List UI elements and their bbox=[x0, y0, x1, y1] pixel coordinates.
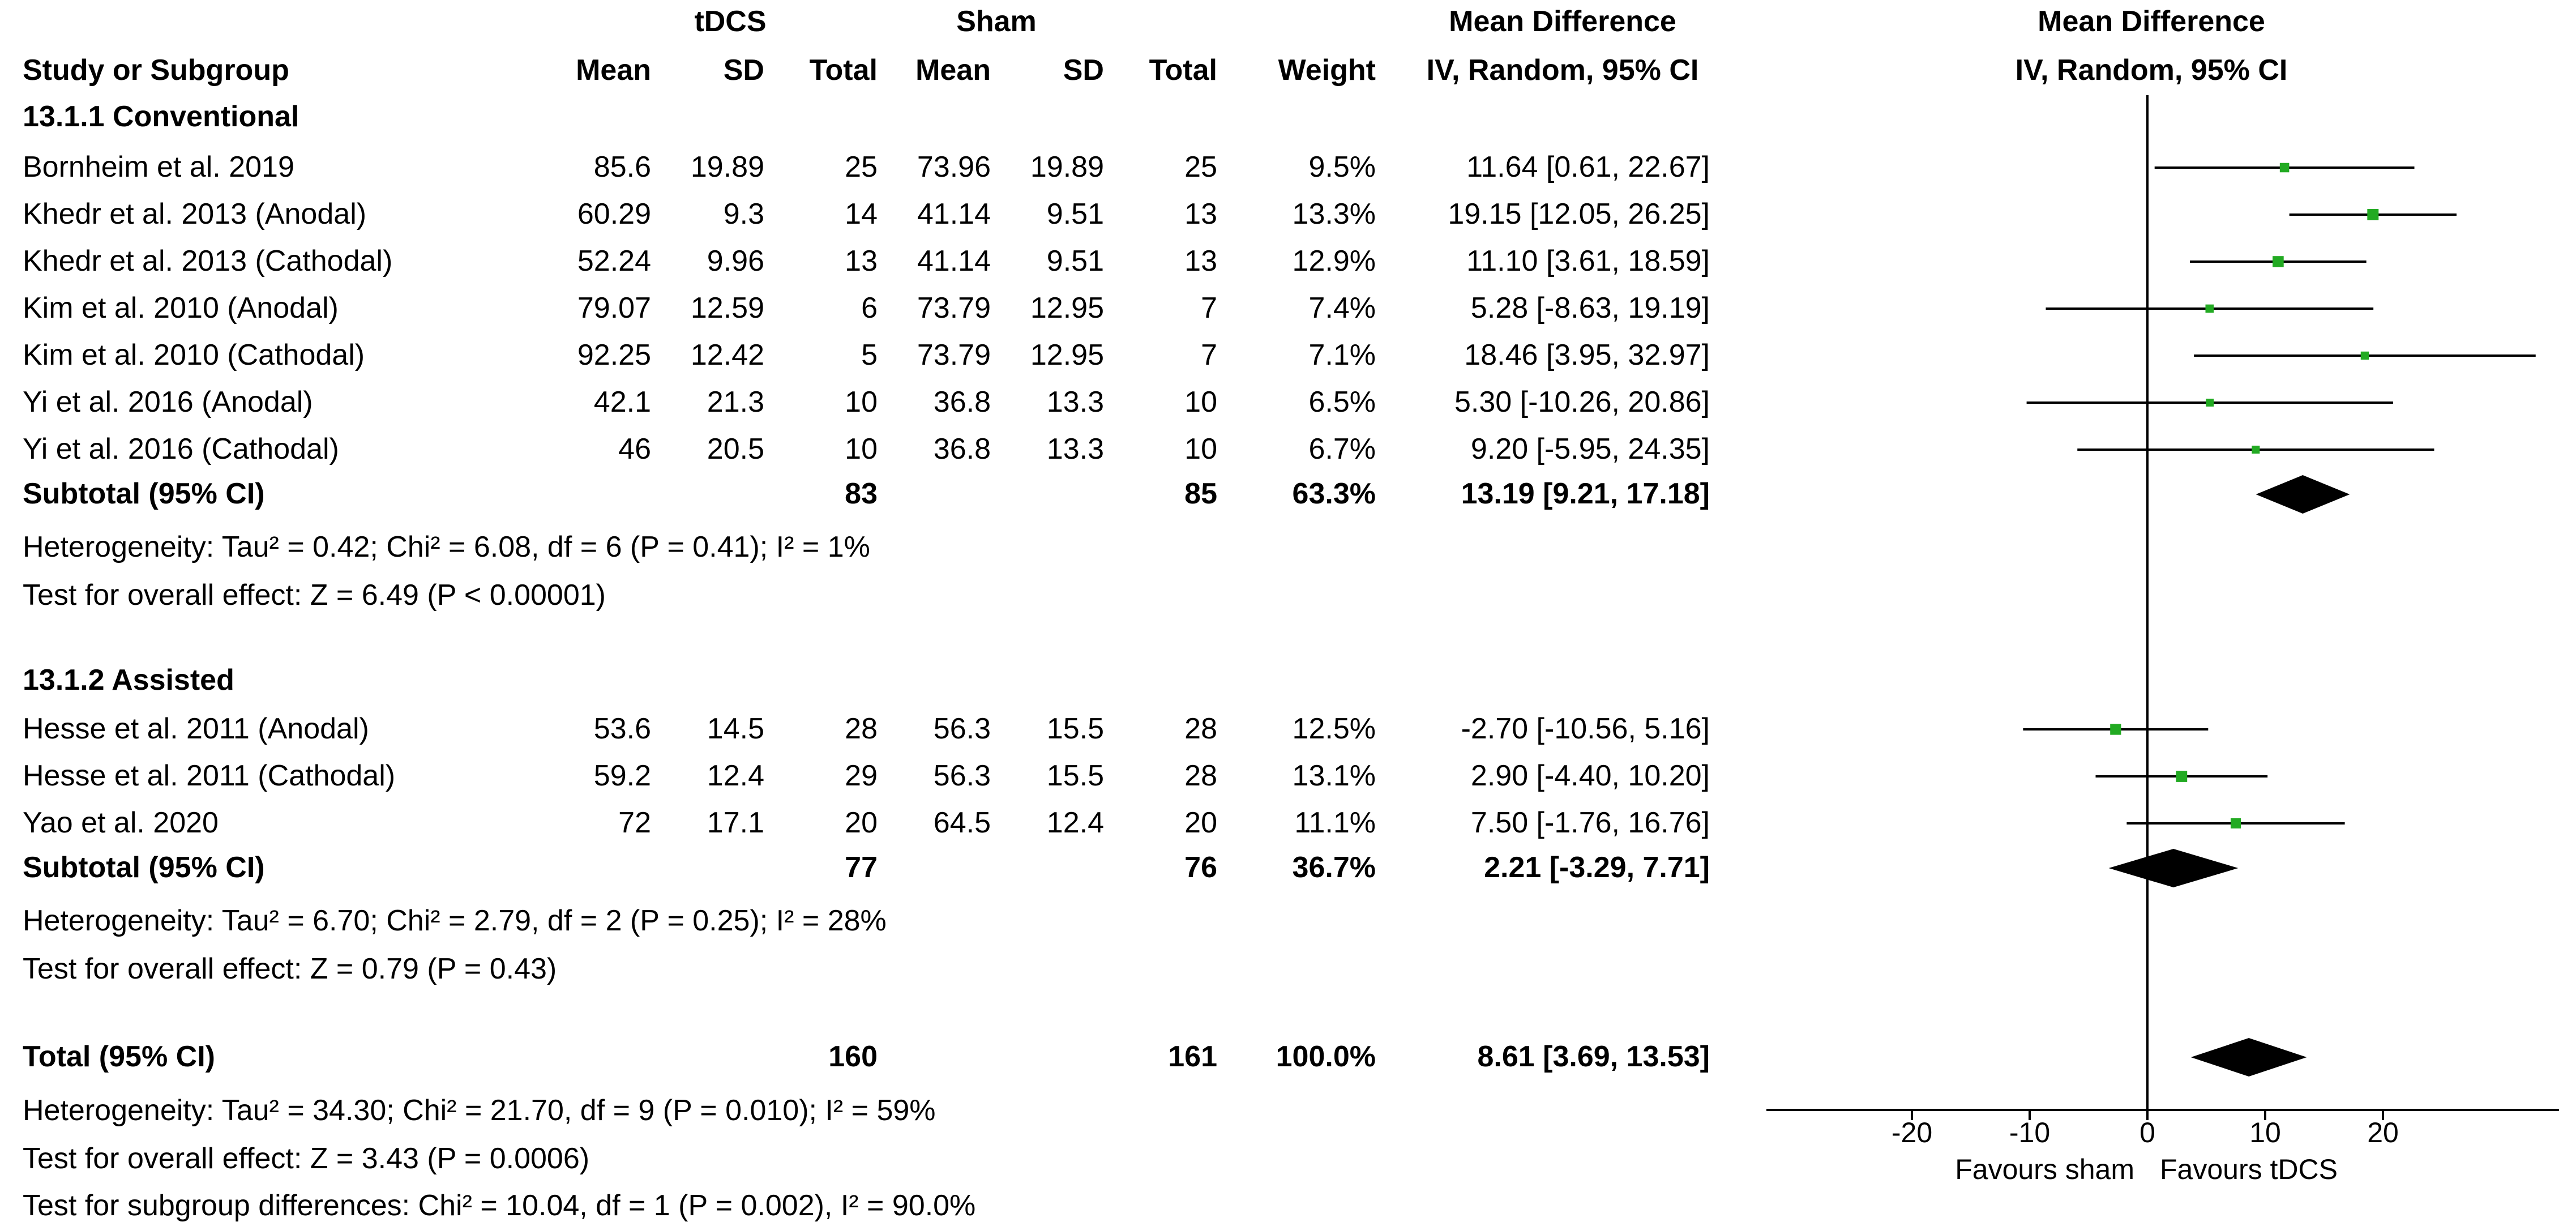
sham-group-header: Sham bbox=[956, 5, 1037, 38]
tdcs-total: 5 bbox=[861, 339, 878, 371]
study-name: Kim et al. 2010 (Anodal) bbox=[23, 292, 339, 324]
mean-difference-header: Mean Difference bbox=[1449, 5, 1676, 38]
tdcs-mean: 42.1 bbox=[593, 386, 651, 418]
study-point bbox=[2231, 818, 2241, 828]
tdcs-sd: 20.5 bbox=[707, 433, 764, 465]
sham-mean: 56.3 bbox=[933, 712, 991, 745]
x-tick-label: 20 bbox=[2367, 1117, 2399, 1148]
total-weight: 100.0% bbox=[1276, 1040, 1376, 1073]
study-name: Kim et al. 2010 (Cathodal) bbox=[23, 339, 365, 371]
favours-tdcs-label: Favours tDCS bbox=[2160, 1154, 2338, 1185]
sham-sd: 15.5 bbox=[1046, 712, 1104, 745]
mean-difference-ci: 2.90 [-4.40, 10.20] bbox=[1470, 759, 1710, 792]
weight: 12.9% bbox=[1292, 245, 1376, 277]
tdcs-sd: 19.89 bbox=[690, 151, 764, 183]
weight: 9.5% bbox=[1308, 151, 1376, 183]
sham-sd: 15.5 bbox=[1046, 759, 1104, 792]
ci-header: IV, Random, 95% CI bbox=[1426, 54, 1699, 87]
subtotal-label: Subtotal (95% CI) bbox=[23, 477, 265, 510]
sham-mean: 73.96 bbox=[917, 151, 991, 183]
sham-sd-header: SD bbox=[1063, 54, 1104, 87]
tdcs-sd: 12.42 bbox=[690, 339, 764, 371]
subtotal-ci: 2.21 [-3.29, 7.71] bbox=[1484, 851, 1710, 884]
sham-total-header: Total bbox=[1149, 54, 1217, 87]
mean-difference-ci: 5.30 [-10.26, 20.86] bbox=[1454, 386, 1710, 418]
study-point bbox=[2273, 256, 2284, 267]
subgroup-title: 13.1.2 Assisted bbox=[23, 664, 234, 697]
overall-effect-text: Test for overall effect: Z = 6.49 (P < 0.00001) bbox=[23, 579, 606, 612]
sham-total: 20 bbox=[1184, 806, 1217, 839]
study-point bbox=[2110, 724, 2121, 734]
tdcs-mean: 79.07 bbox=[577, 292, 651, 324]
heterogeneity-text: Heterogeneity: Tau² = 6.70; Chi² = 2.79, df = 2 (P = 0.25); I² = 28% bbox=[23, 904, 887, 937]
tdcs-total: 28 bbox=[845, 712, 878, 745]
mean-difference-ci: 5.28 [-8.63, 19.19] bbox=[1470, 292, 1710, 324]
tdcs-total: 20 bbox=[845, 806, 878, 839]
sham-mean: 41.14 bbox=[917, 245, 991, 277]
tdcs-mean: 72 bbox=[618, 806, 651, 839]
sham-total: 28 bbox=[1184, 712, 1217, 745]
sham-sd: 12.95 bbox=[1030, 292, 1104, 324]
sham-total: 25 bbox=[1184, 151, 1217, 183]
mean-difference-ci: 18.46 [3.95, 32.97] bbox=[1464, 339, 1710, 371]
study-point bbox=[2367, 209, 2378, 220]
tdcs-mean: 92.25 bbox=[577, 339, 651, 371]
sham-total: 13 bbox=[1184, 198, 1217, 230]
sham-total: 10 bbox=[1184, 433, 1217, 465]
tdcs-mean: 59.2 bbox=[593, 759, 651, 792]
tdcs-sd: 12.4 bbox=[707, 759, 764, 792]
mean-difference-ci: -2.70 [-10.56, 5.16] bbox=[1461, 712, 1710, 745]
sham-total: 7 bbox=[1201, 292, 1217, 324]
study-point bbox=[2252, 446, 2260, 454]
study-point bbox=[2205, 305, 2214, 313]
subtotal-sham-total: 85 bbox=[1184, 477, 1217, 510]
tdcs-sd: 14.5 bbox=[707, 712, 764, 745]
study-point bbox=[2361, 352, 2369, 360]
tdcs-total: 29 bbox=[845, 759, 878, 792]
total-sham-total: 161 bbox=[1168, 1040, 1217, 1073]
tdcs-mean: 46 bbox=[618, 433, 651, 465]
sham-sd: 9.51 bbox=[1046, 245, 1104, 277]
weight: 12.5% bbox=[1292, 712, 1376, 745]
heterogeneity-text: Heterogeneity: Tau² = 0.42; Chi² = 6.08, df = 6 (P = 0.41); I² = 1% bbox=[23, 531, 870, 563]
weight: 13.1% bbox=[1292, 759, 1376, 792]
mean-difference-ci: 11.10 [3.61, 18.59] bbox=[1466, 245, 1710, 277]
weight: 13.3% bbox=[1292, 198, 1376, 230]
mean-difference-ci: 7.50 [-1.76, 16.76] bbox=[1470, 806, 1710, 839]
study-point bbox=[2176, 771, 2187, 782]
tdcs-total: 14 bbox=[845, 198, 878, 230]
sham-sd: 13.3 bbox=[1046, 433, 1104, 465]
weight: 7.1% bbox=[1308, 339, 1376, 371]
sham-mean-header: Mean bbox=[915, 54, 991, 87]
plot-ci-header: IV, Random, 95% CI bbox=[2015, 54, 2288, 87]
tdcs-mean-header: Mean bbox=[576, 54, 651, 87]
sham-sd: 12.95 bbox=[1030, 339, 1104, 371]
sham-sd: 12.4 bbox=[1046, 806, 1104, 839]
sham-mean: 36.8 bbox=[933, 433, 991, 465]
subtotal-weight: 36.7% bbox=[1292, 851, 1376, 884]
weight: 6.7% bbox=[1308, 433, 1376, 465]
mean-difference-ci: 9.20 [-5.95, 24.35] bbox=[1470, 433, 1710, 465]
tdcs-total: 13 bbox=[845, 245, 878, 277]
study-point bbox=[2280, 163, 2290, 173]
tdcs-total: 10 bbox=[845, 433, 878, 465]
tdcs-sd: 9.96 bbox=[707, 245, 764, 277]
tdcs-sd-header: SD bbox=[723, 54, 764, 87]
tdcs-total: 6 bbox=[861, 292, 878, 324]
subgroup-title: 13.1.1 Conventional bbox=[23, 100, 299, 133]
x-tick-label: -10 bbox=[2009, 1117, 2051, 1148]
study-name: Yao et al. 2020 bbox=[23, 806, 219, 839]
tdcs-total-header: Total bbox=[809, 54, 878, 87]
tdcs-mean: 85.6 bbox=[593, 151, 651, 183]
tdcs-mean: 60.29 bbox=[577, 198, 651, 230]
sham-mean: 56.3 bbox=[933, 759, 991, 792]
tdcs-sd: 9.3 bbox=[723, 198, 764, 230]
sham-mean: 36.8 bbox=[933, 386, 991, 418]
study-name: Yi et al. 2016 (Anodal) bbox=[23, 386, 313, 418]
subtotal-tdcs-total: 83 bbox=[845, 477, 878, 510]
total-heterogeneity-text: Heterogeneity: Tau² = 34.30; Chi² = 21.70, df = 9 (P = 0.010); I² = 59% bbox=[23, 1094, 936, 1127]
study-name: Khedr et al. 2013 (Cathodal) bbox=[23, 245, 393, 277]
study-point bbox=[2206, 399, 2214, 407]
study-name: Hesse et al. 2011 (Cathodal) bbox=[23, 759, 396, 792]
subtotal-diamond bbox=[2256, 475, 2350, 514]
subtotal-tdcs-total: 77 bbox=[845, 851, 878, 884]
sham-sd: 13.3 bbox=[1046, 386, 1104, 418]
weight: 6.5% bbox=[1308, 386, 1376, 418]
sham-total: 13 bbox=[1184, 245, 1217, 277]
sham-total: 7 bbox=[1201, 339, 1217, 371]
overall-diamond bbox=[2191, 1038, 2307, 1077]
tdcs-group-header: tDCS bbox=[694, 5, 767, 38]
study-name: Bornheim et al. 2019 bbox=[23, 151, 294, 183]
x-tick-label: -20 bbox=[1891, 1117, 1933, 1148]
subtotal-diamond bbox=[2109, 849, 2239, 887]
study-name: Hesse et al. 2011 (Anodal) bbox=[23, 712, 369, 745]
subtotal-ci: 13.19 [9.21, 17.18] bbox=[1461, 477, 1710, 510]
tdcs-sd: 21.3 bbox=[707, 386, 764, 418]
tdcs-sd: 17.1 bbox=[707, 806, 764, 839]
tdcs-mean: 53.6 bbox=[593, 712, 651, 745]
total-overall-effect-text: Test for overall effect: Z = 3.43 (P = 0.0006) bbox=[23, 1142, 590, 1175]
sham-sd: 19.89 bbox=[1030, 151, 1104, 183]
total-label: Total (95% CI) bbox=[23, 1040, 215, 1073]
x-tick-label: 10 bbox=[2249, 1117, 2281, 1148]
mean-difference-ci: 11.64 [0.61, 22.67] bbox=[1466, 151, 1710, 183]
plot-title: Mean Difference bbox=[2038, 5, 2265, 38]
total-tdcs-total: 160 bbox=[828, 1040, 878, 1073]
x-tick-label: 0 bbox=[2139, 1117, 2155, 1148]
tdcs-total: 10 bbox=[845, 386, 878, 418]
tdcs-sd: 12.59 bbox=[690, 292, 764, 324]
sham-mean: 64.5 bbox=[933, 806, 991, 839]
weight: 11.1% bbox=[1294, 806, 1376, 839]
sham-total: 10 bbox=[1184, 386, 1217, 418]
study-column-header: Study or Subgroup bbox=[23, 54, 289, 87]
subtotal-label: Subtotal (95% CI) bbox=[23, 851, 265, 884]
weight-header: Weight bbox=[1278, 54, 1376, 87]
weight: 7.4% bbox=[1308, 292, 1376, 324]
subtotal-weight: 63.3% bbox=[1292, 477, 1376, 510]
mean-difference-ci: 19.15 [12.05, 26.25] bbox=[1448, 198, 1710, 230]
overall-effect-text: Test for overall effect: Z = 0.79 (P = 0.43) bbox=[23, 952, 557, 985]
study-name: Yi et al. 2016 (Cathodal) bbox=[23, 433, 339, 465]
sham-mean: 41.14 bbox=[917, 198, 991, 230]
favours-sham-label: Favours sham bbox=[1955, 1154, 2134, 1185]
tdcs-mean: 52.24 bbox=[577, 245, 651, 277]
sham-mean: 73.79 bbox=[917, 339, 991, 371]
tdcs-total: 25 bbox=[845, 151, 878, 183]
sham-total: 28 bbox=[1184, 759, 1217, 792]
study-name: Khedr et al. 2013 (Anodal) bbox=[23, 198, 367, 230]
sham-sd: 9.51 bbox=[1046, 198, 1104, 230]
total-ci: 8.61 [3.69, 13.53] bbox=[1477, 1040, 1710, 1073]
subtotal-sham-total: 76 bbox=[1184, 851, 1217, 884]
subgroup-differences-text: Test for subgroup differences: Chi² = 10.04, df = 1 (P = 0.002), I² = 90.0% bbox=[23, 1189, 976, 1222]
sham-mean: 73.79 bbox=[917, 292, 991, 324]
